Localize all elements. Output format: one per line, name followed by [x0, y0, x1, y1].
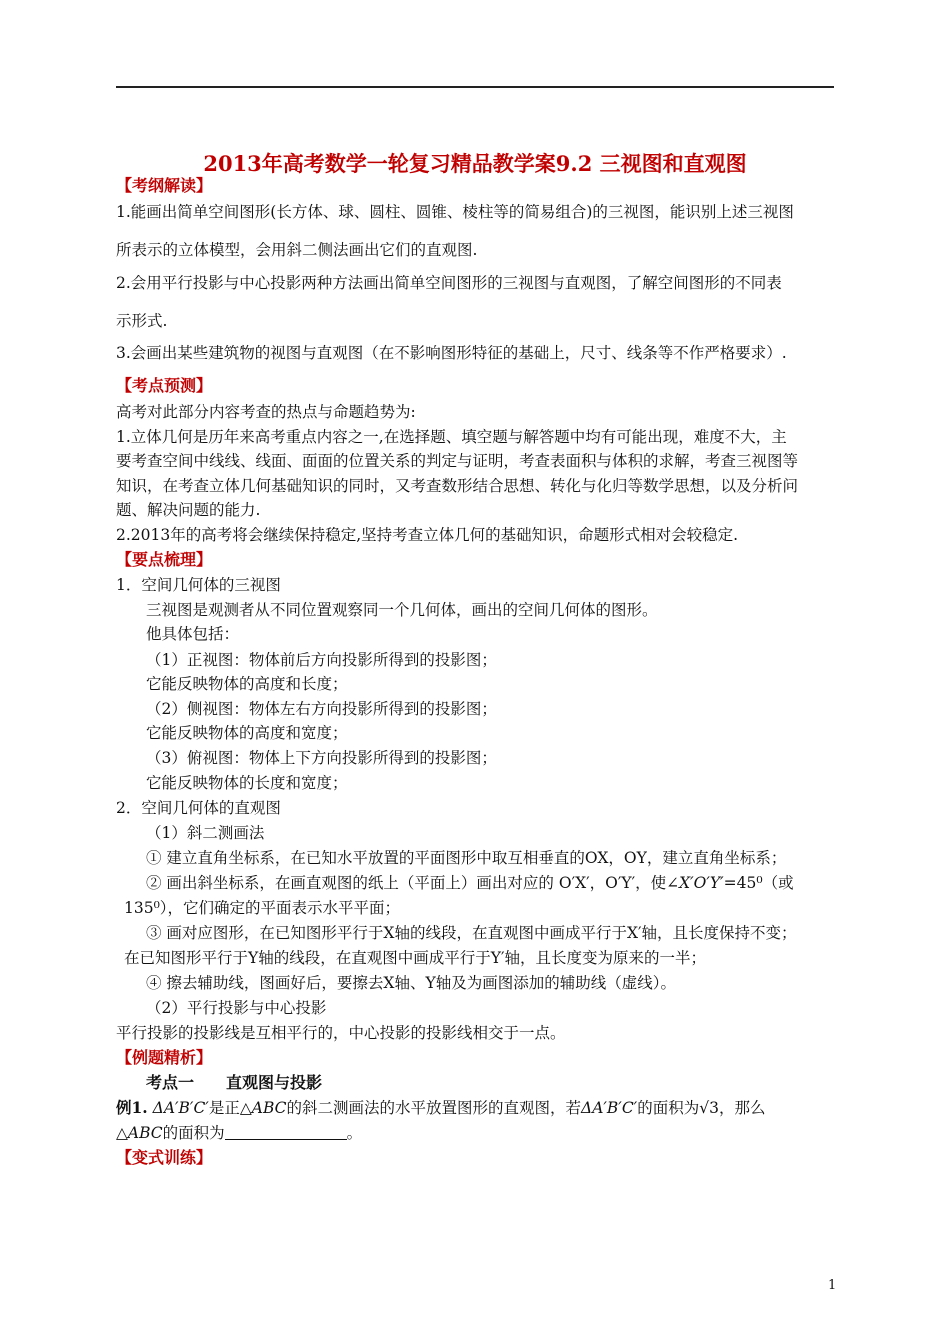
paragraph-line: 3.会画出某些建筑物的视图与直观图（在不影响图形特征的基础上，尺寸、线条等不作严格要求）.	[116, 344, 787, 362]
paragraph-line: 135⁰），它们确定的平面表示水平平面；	[124, 899, 401, 917]
document-title: 2013年高考数学一轮复习精品教学案9.2 三视图和直观图	[203, 151, 747, 176]
text-run: 的面积为	[162, 1124, 225, 1142]
page-number: 1	[828, 1278, 837, 1293]
math-angle: ∠X′O′Y′	[666, 874, 724, 892]
paragraph-line: 所表示的立体模型，会用斜二侧法画出它们的直观图.	[116, 241, 478, 259]
text-run: ② 画出斜坐标系，在画直观图的纸上（平面上）画出对应的 O′X′，O′Y′，使	[146, 874, 667, 892]
text-run: △	[116, 1124, 128, 1142]
paragraph-line: （2）侧视图：物体左右方向投影所得到的投影图；	[146, 700, 497, 718]
paragraph-line: 示形式.	[116, 312, 168, 330]
math-abc: ABC	[127, 1124, 163, 1142]
section-heading: 【例题精析】	[116, 1048, 213, 1067]
subheading: 考点一 直观图与投影	[146, 1073, 323, 1092]
paragraph-line: 三视图是观测者从不同位置观察同一个几何体，画出的空间几何体的图形。	[146, 601, 658, 619]
section-heading: 【考纲解读】	[116, 176, 213, 195]
paragraph-line: 它能反映物体的高度和宽度；	[146, 724, 348, 742]
paragraph-line: 要考查空间中线线、线面、面面的位置关系的判定与证明，考查表面积与体积的求解，考查三视图等	[116, 452, 799, 470]
example-line	[116, 1123, 362, 1143]
paragraph-line: 2.会用平行投影与中心投影两种方法画出简单空间图形的三视图与直观图，了解空间图形的不同表	[116, 274, 782, 292]
paragraph-line: 他具体包括：	[146, 625, 240, 643]
text-run: 的斜二测画法的水平放置图形的直观图，若	[286, 1099, 581, 1117]
paragraph-line: 1.立体几何是历年来高考重点内容之一,在选择题、填空题与解答题中均有可能出现，难度不大，主	[116, 428, 787, 446]
text-run: 。	[346, 1124, 363, 1142]
math-triangle: ΔA′B′C′	[152, 1099, 209, 1117]
paragraph-line: ④ 擦去辅助线，图画好后，要擦去X轴、Y轴及为画图添加的辅助线（虚线）。	[146, 974, 676, 992]
example-label: 例1.	[116, 1098, 148, 1117]
paragraph-line: ① 建立直角坐标系，在已知水平放置的平面图形中取互相垂直的OX，OY，建立直角坐标系；	[146, 849, 787, 867]
paragraph-line: ③ 画对应图形，在已知图形平行于X轴的线段，在直观图中画成平行于X′轴，且长度保持不变；	[146, 924, 797, 942]
paragraph-line: 1.能画出简单空间图形(长方体、球、圆柱、圆锥、棱柱等的简易组合)的三视图，能识别上述三视图	[116, 203, 794, 221]
paragraph-line: 1．空间几何体的三视图	[116, 576, 281, 594]
paragraph-line	[146, 873, 794, 893]
paragraph-line: （2）平行投影与中心投影	[146, 999, 327, 1017]
paragraph-line: 它能反映物体的高度和长度；	[146, 675, 348, 693]
section-heading: 【变式训练】	[116, 1148, 213, 1167]
example-line	[116, 1098, 765, 1118]
paragraph-line: （1）斜二测画法	[146, 824, 265, 842]
paragraph-line: 在已知图形平行于Y轴的线段，在直观图中画成平行于Y′轴，且长度变为原来的一半；	[124, 949, 706, 967]
paragraph-line: 知识，在考查立体几何基础知识的同时，又考查数形结合思想、转化与化归等数学思想，以及分析问	[116, 477, 799, 495]
section-heading: 【考点预测】	[116, 376, 213, 395]
paragraph-line: （1）正视图：物体前后方向投影所得到的投影图；	[146, 651, 497, 669]
paragraph-line: 平行投影的投影线是互相平行的，中心投影的投影线相交于一点。	[116, 1024, 566, 1042]
math-abc: ABC	[251, 1099, 287, 1117]
paragraph-line: 题、解决问题的能力.	[116, 501, 261, 519]
text-run: 的面积为√3，那么	[637, 1099, 766, 1117]
text-run: 是正△	[208, 1099, 252, 1117]
text-run: =45⁰（或	[723, 874, 794, 892]
paragraph-line: 2.2013年的高考将会继续保持稳定,坚持考查立体几何的基础知识，命题形式相对会较稳定.	[116, 526, 739, 544]
paragraph-line: 2．空间几何体的直观图	[116, 799, 281, 817]
answer-blank[interactable]	[225, 1125, 347, 1140]
paragraph-line: （3）俯视图：物体上下方向投影所得到的投影图；	[146, 749, 497, 767]
section-heading: 【要点梳理】	[116, 550, 213, 569]
paragraph-line: 它能反映物体的长度和宽度；	[146, 774, 348, 792]
math-triangle: ΔA′B′C′	[581, 1099, 638, 1117]
paragraph-line: 高考对此部分内容考查的热点与命题趋势为:	[116, 403, 416, 421]
header-rule	[116, 86, 834, 88]
